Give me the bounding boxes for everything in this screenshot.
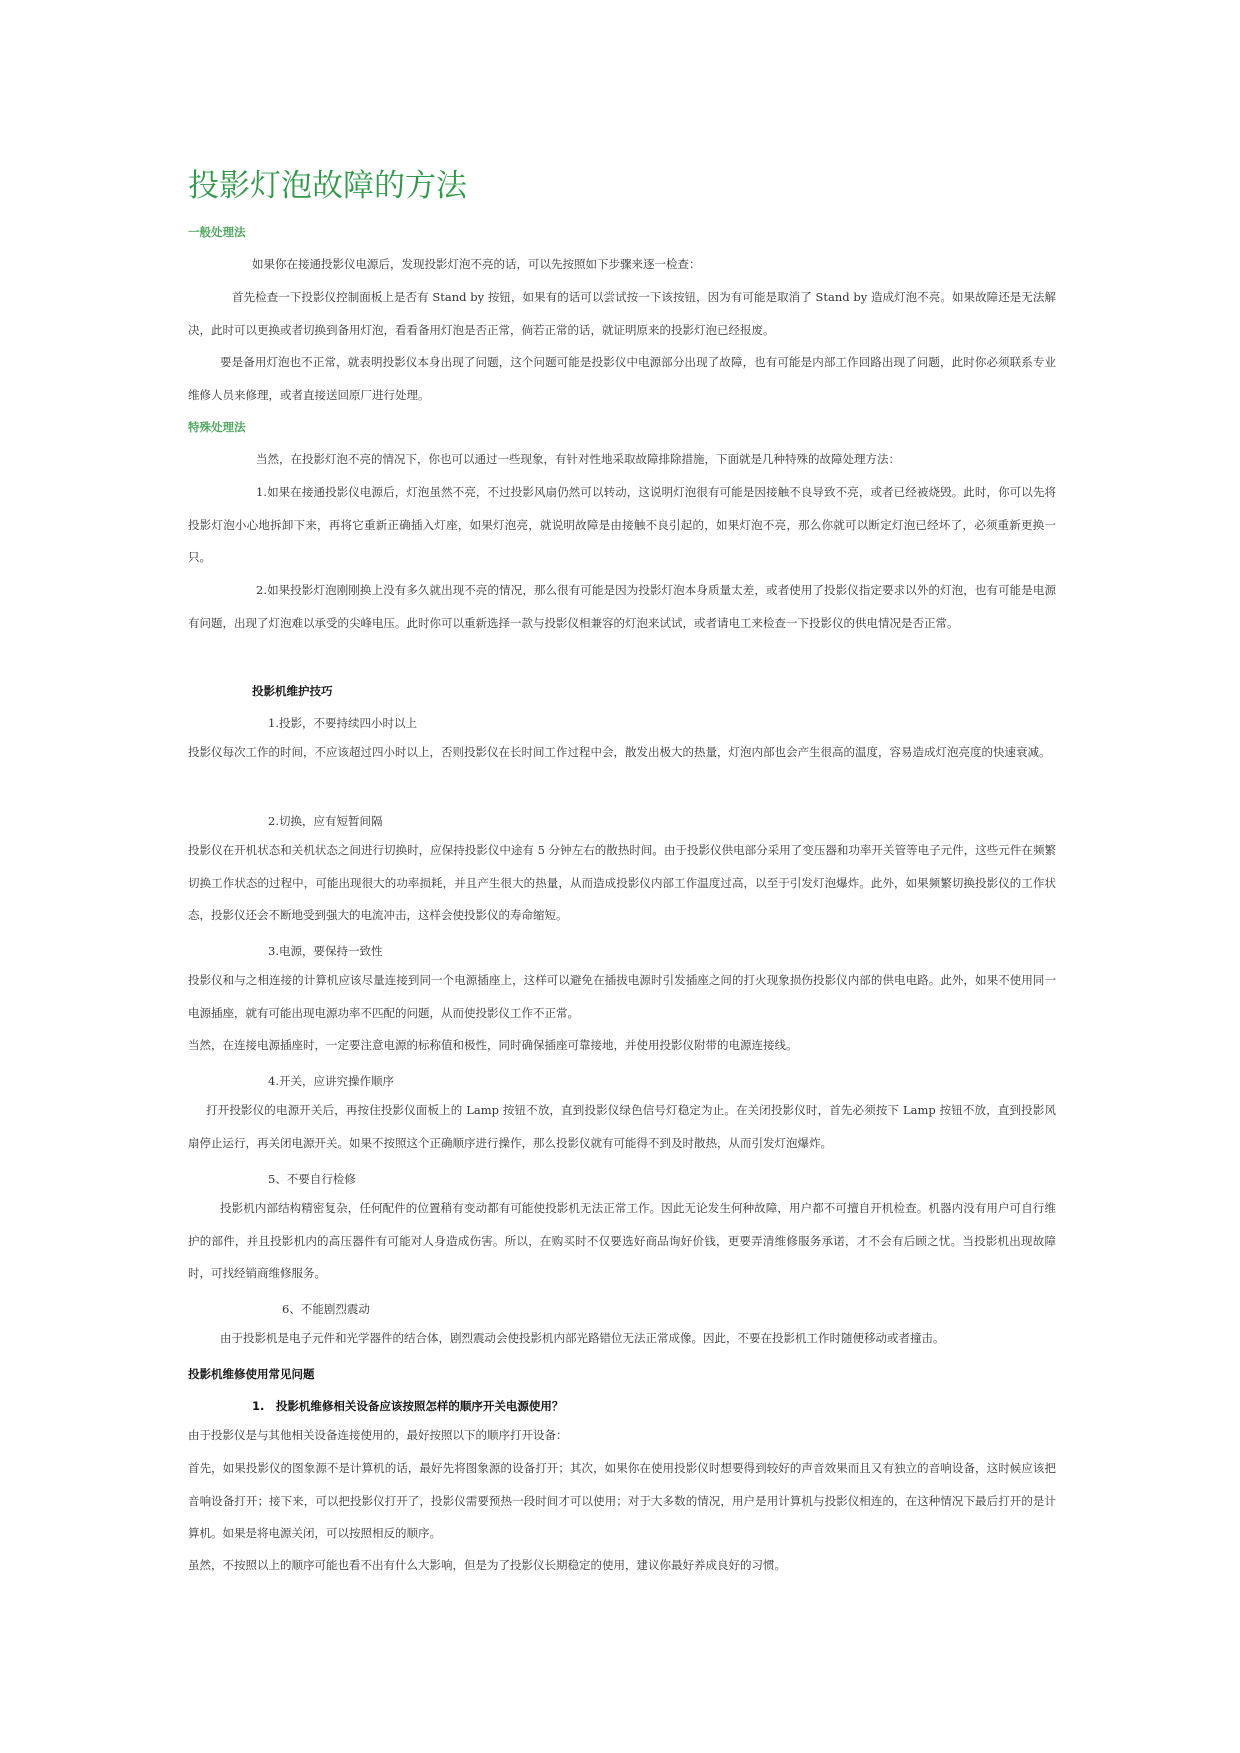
maintenance-item-3-title: 3.电源，要保持一致性 [268, 944, 383, 958]
page-title: 投影灯泡故障的方法 [188, 168, 467, 204]
faq-paragraph-3: 虽然，不按照以上的顺序可能也看不出有什么大影响，但是为了投影仪长期稳定的使用，建议你最好养成良好的习惯。 [188, 1558, 786, 1572]
maintenance-item-2-title: 2.切换，应有短暂间隔 [268, 814, 383, 828]
maintenance-item-4-title: 4.开关，应讲究操作顺序 [268, 1074, 394, 1088]
section-heading-special: 特殊处理法 [188, 420, 246, 434]
section-heading-maintenance: 投影机维护技巧 [252, 684, 333, 698]
maintenance-item-1-text: 投影仪每次工作的时间，不应该超过四小时以上，否则投影仪在长时间工作过程中会，散发出极大的热量，灯泡内部也会产生很高的温度，容易造成灯泡亮度的快速衰减。 [188, 745, 1051, 759]
maintenance-item-3-text: 投影仪和与之相连接的计算机应该尽量连接到同一个电源插座上，这样可以避免在插拔电源时引发插座之间的打火现象损伤投影仪内部的供电电路。此外，如果不使用同一电源插座，就有可能出现电源功率不匹配的问题，从而使投影仪工作不正常。 [188, 973, 1056, 1020]
section-heading-general: 一般处理法 [188, 225, 246, 239]
faq-paragraph-1: 由于投影仪是与其他相关设备连接使用的，最好按照以下的顺序打开设备： [188, 1428, 568, 1442]
paragraph-special-1: 当然，在投影灯泡不亮的情况下，你也可以通过一些现象，有针对性地采取故障排除措施，下面就是几种特殊的故障处理方法： [256, 452, 900, 466]
maintenance-item-5-text: 投影机内部结构精密复杂，任何配件的位置稍有变动都有可能使投影机无法正常工作。因此无论发生何种故障，用户都不可擅自开机检查。机器内没有用户可自行维护的部件，并且投影机内的高压器件有可能对人身造成伤害。所以，在购买时不仅要选好商品询好价钱，更要弄清维修服务承诺，才不会有后顾之忧。当投影机出现故障时，可找经销商维修服务。 [188, 1201, 1056, 1280]
paragraph-special-3: 2.如果投影灯泡刚刚换上没有多久就出现不亮的情况，那么很有可能是因为投影灯泡本身质量太差，或者使用了投影仪指定要求以外的灯泡，也有可能是电源有问题，出现了灯泡难以承受的尖峰电压。此时你可以重新选择一款与投影仪相兼容的灯泡来试试，或者请电工来检查一下投影仪的供电情况是否正常。 [188, 583, 1056, 630]
maintenance-item-6-text: 由于投影机是电子元件和光学器件的结合体，剧烈震动会使投影机内部光路错位无法正常成像。因此，不要在投影机工作时随便移动或者撞击。 [220, 1331, 945, 1345]
faq-paragraph-2: 首先，如果投影仪的图象源不是计算机的话，最好先将图象源的设备打开；其次，如果你在使用投影仪时想要得到较好的声音效果而且又有独立的音响设备，这时候应该把音响设备打开；接下来，可以把投影仪打开了，投影仪需要预热一段时间才可以使用；对于大多数的情况，用户是用计算机与投影仪相连的，在这种情况下最后打开的是计算机。如果是将电源关闭，可以按照相反的顺序。 [188, 1461, 1056, 1540]
paragraph-special-2: 1.如果在接通投影仪电源后，灯泡虽然不亮，不过投影风扇仍然可以转动，这说明灯泡很有可能是因接触不良导致不亮，或者已经被烧毁。此时，你可以先将投影灯泡小心地拆卸下来，再将它重新正确插入灯座，如果灯泡亮，就说明故障是由接触不良引起的，如果灯泡不亮，那么你就可以断定灯泡已经坏了，必须重新更换一只。 [188, 485, 1056, 564]
faq-question-1: 1. 投影机维修相关设备应该按照怎样的顺序开关电源使用？ [252, 1399, 564, 1413]
maintenance-item-5-title: 5、不要自行检修 [268, 1172, 356, 1186]
section-heading-faq: 投影机维修使用常见问题 [188, 1367, 315, 1381]
paragraph-general-3: 要是备用灯泡也不正常，就表明投影仪本身出现了问题，这个问题可能是投影仪中电源部分出现了故障，也有可能是内部工作回路出现了问题，此时你必须联系专业维修人员来修理，或者直接送回原厂进行处理。 [188, 355, 1056, 402]
maintenance-item-2-text: 投影仪在开机状态和关机状态之间进行切换时，应保持投影仪中途有 5 分钟左右的散热时间。由于投影仪供电部分采用了变压器和功率开关管等电子元件，这些元件在频繁切换工作状态的过程中，可能出现很大的功率损耗，并且产生很大的热量，从而造成投影仪内部工作温度过高，以至于引发灯泡爆炸。此外，如果频繁切换投影仪的工作状态，投影仪还会不断地受到强大的电流冲击，这样会使投影仪的寿命缩短。 [188, 843, 1056, 922]
maintenance-item-3-text-2: 当然，在连接电源插座时，一定要注意电源的标称值和极性，同时确保插座可靠接地，并使用投影仪附带的电源连接线。 [188, 1038, 798, 1052]
paragraph-general-2: 首先检查一下投影仪控制面板上是否有 Stand by 按钮，如果有的话可以尝试按一下该按钮，因为有可能是取消了 Stand by 造成灯泡不亮。如果故障还是无法解决，此时可以更换或者切换到备用灯泡，看看备用灯泡是否正常，倘若正常的话，就证明原来的投影灯泡已经报废。 [188, 290, 1056, 337]
maintenance-item-1-title: 1.投影，不要持续四小时以上 [268, 716, 417, 730]
paragraph-general-1: 如果你在接通投影仪电源后，发现投影灯泡不亮的话，可以先按照如下步骤来逐一检查： [252, 257, 701, 271]
maintenance-item-6-title: 6、不能剧烈震动 [282, 1302, 370, 1316]
maintenance-item-4-text: 打开投影仪的电源开关后，再按住投影仪面板上的 Lamp 按钮不放，直到投影仪绿色信号灯稳定为止。在关闭投影仪时，首先必须按下 Lamp 按钮不放，直到投影风扇停止运行，再关闭电源开关。如果不按照这个正确顺序进行操作，那么投影仪就有可能得不到及时散热，从而引发灯泡爆炸。 [188, 1103, 1056, 1150]
